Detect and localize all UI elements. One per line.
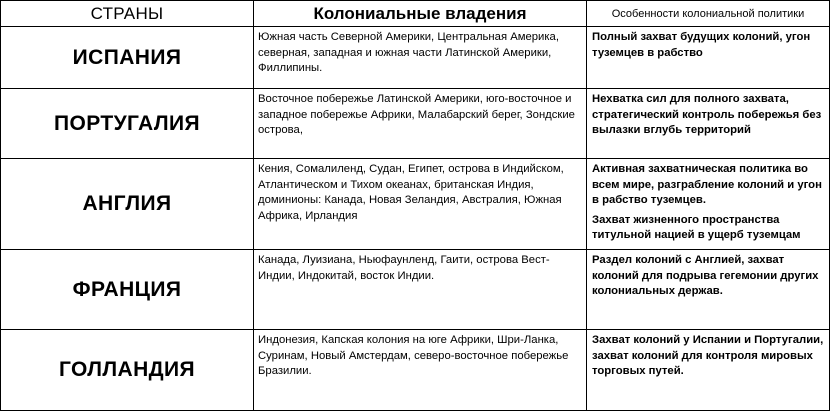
policy-cell [587, 159, 830, 250]
header-countries: СТРАНЫ [1, 1, 254, 27]
policy-text: Захват колоний у Испании и Португалии, захват колоний для контроля мировых торговых путей. [592, 334, 824, 377]
possessions-text: Южная часть Северной Америки, Центральная Америка, северная, западная и южная части Латинской Америки, Филлипины. [258, 31, 559, 74]
possessions-cell [254, 27, 587, 89]
country-cell: ГОЛЛАНДИЯ [1, 330, 254, 411]
table-row [1, 89, 830, 159]
policy-cell [587, 27, 830, 89]
policy-cell [587, 250, 830, 330]
possessions-text: Канада, Луизиана, Ньюфаунленд, Гаити, острова Вест-Индии, Индокитай, восток Индии. [258, 254, 550, 282]
policy-cell [587, 89, 830, 159]
header-policy: Особенности колониальной политики [587, 1, 830, 27]
table-row [1, 330, 830, 411]
policy-text: Нехватка сил для полного захвата, стратегический контроль побережья без вылазки вглубь территорий [592, 93, 822, 136]
policy-cell [587, 330, 830, 411]
table-row [1, 27, 830, 89]
policy-text-secondary: Захват жизненного пространства титульной нацией в ущерб туземцам [592, 213, 801, 241]
country-cell: ФРАНЦИЯ [1, 250, 254, 330]
policy-text: Полный захват будущих колоний, угон туземцев в рабство [592, 31, 811, 59]
country-cell: АНГЛИЯ [1, 159, 254, 250]
policy-text: Раздел колоний с Англией, захват колоний для подрыва гегемонии других колониальных держав. [592, 254, 819, 297]
possessions-text: Кения, Сомалиленд, Судан, Египет, острова в Индийском, Атлантическом и Тихом океанах, британская Индия, доминионы: Канада, Новая Зеландия, Австралия, Южная Африка, Ирландия [258, 163, 564, 222]
country-cell: ПОРТУГАЛИЯ [1, 89, 254, 159]
table-row [1, 159, 830, 250]
possessions-cell [254, 89, 587, 159]
possessions-cell [254, 250, 587, 330]
country-cell: ИСПАНИЯ [1, 27, 254, 89]
header-possessions: Колониальные владения [254, 1, 587, 27]
policy-text: Активная захватническая политика во всем мире, разграбление колоний и угон в рабство туземцев. [592, 163, 822, 206]
header-row [1, 1, 830, 27]
possessions-cell [254, 159, 587, 250]
possessions-text: Индонезия, Капская колония на юге Африки, Шри-Ланка, Суринам, Новый Амстердам, северо-восточное побережье Бразилии. [258, 334, 569, 377]
possessions-cell [254, 330, 587, 411]
table-row [1, 250, 830, 330]
possessions-text: Восточное побережье Латинской Америки, юго-восточное и западное побережье Африки, Малабарский берег, Зондские острова, [258, 93, 575, 136]
